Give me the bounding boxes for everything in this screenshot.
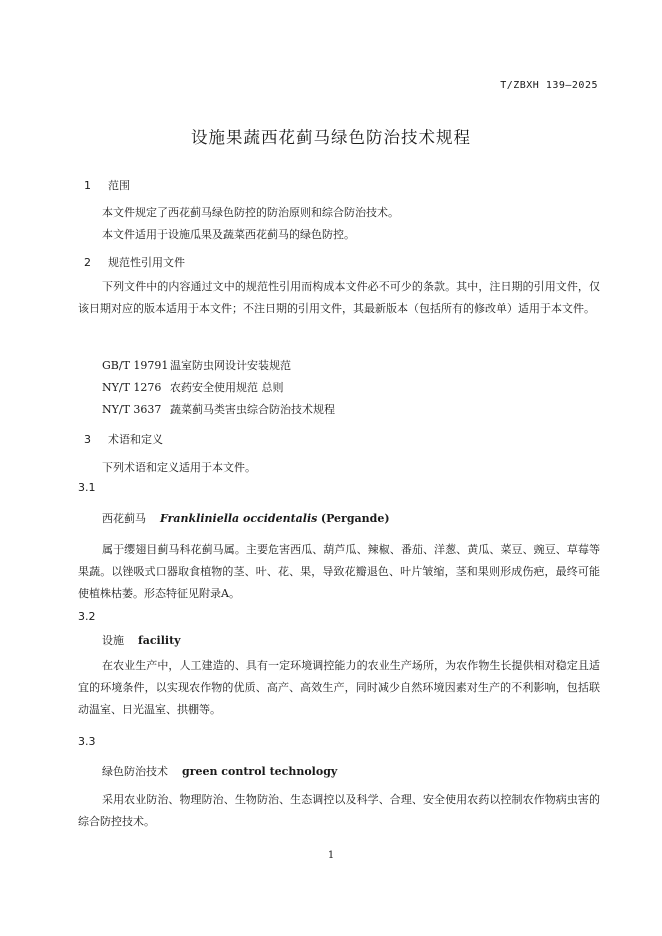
term-english: green control technology <box>182 765 338 778</box>
paragraph: 下列文件中的内容通过文中的规范性引用而构成本文件必不可少的条款。其中，注日期的引用文件，仅该日期对应的版本适用于本文件；不注日期的引用文件，其最新版本（包括所有的修改单）适用于本文件。 <box>78 280 600 315</box>
clause-number: 3.2 <box>78 610 96 623</box>
term-entry <box>102 632 181 648</box>
section-number: 1 <box>84 179 91 192</box>
section-number: 3 <box>84 433 91 446</box>
term-english: facility <box>138 634 181 647</box>
term-entry <box>102 763 337 779</box>
section-title: 规范性引用文件 <box>108 256 185 269</box>
term-entry <box>102 510 390 526</box>
paragraph: 本文件适用于设施瓜果及蔬菜西花蓟马的绿色防控。 <box>102 228 355 241</box>
term-chinese: 西花蓟马 <box>102 512 146 525</box>
reference-item <box>102 357 291 373</box>
section-title: 范围 <box>108 179 130 192</box>
term-definition: 在农业生产中，人工建造的、具有一定环境调控能力的农业生产场所，为农作物生长提供相对稳定且适宜的环境条件，以实现农作物的优质、高产、高效生产，同时减少自然环境因素对生产的不利影响，包括联动温室、日光温室、拱棚等。 <box>78 659 600 716</box>
page-title: 设施果蔬西花蓟马绿色防治技术规程 <box>191 128 471 147</box>
reference-name: 温室防虫网设计安装规范 <box>170 359 291 372</box>
term-chinese: 设施 <box>102 634 124 647</box>
reference-code: NY/T 1276 <box>102 381 162 394</box>
term-scientific-name: Frankliniella occidentalis <box>160 512 318 525</box>
section-title: 术语和定义 <box>108 433 163 446</box>
clause-number: 3.1 <box>78 481 96 494</box>
reference-code: GB/T 19791 <box>102 359 169 372</box>
reference-code: NY/T 3637 <box>102 403 162 416</box>
reference-name: 蔬菜蓟马类害虫综合防治技术规程 <box>170 403 335 416</box>
clause-number: 3.3 <box>78 735 96 748</box>
document-code: T/ZBXH 139—2025 <box>500 80 598 91</box>
section-number: 2 <box>84 256 91 269</box>
term-definition: 采用农业防治、物理防治、生物防治、生态调控以及科学、合理、安全使用农药以控制农作物病虫害的综合防控技术。 <box>78 793 600 828</box>
section-heading-scope <box>84 177 130 193</box>
term-definition: 属于缨翅目蓟马科花蓟马属。主要危害西瓜、葫芦瓜、辣椒、番茄、洋葱、黄瓜、菜豆、豌豆、草莓等果蔬。以锉吸式口器取食植物的茎、叶、花、果，导致花瓣退色、叶片皱缩，茎和果则形成伤疤，最终可能使植株枯萎。形态特征见附录A。 <box>78 543 600 600</box>
term-author: (Pergande) <box>320 512 390 525</box>
reference-name: 农药安全使用规范 总则 <box>170 381 284 394</box>
term-chinese: 绿色防治技术 <box>102 765 168 778</box>
section-heading-terms <box>84 431 163 447</box>
paragraph: 下列术语和定义适用于本文件。 <box>102 461 256 474</box>
paragraph: 本文件规定了西花蓟马绿色防控的防治原则和综合防治技术。 <box>102 206 399 219</box>
page-number: 1 <box>327 850 335 861</box>
reference-item <box>102 401 335 417</box>
reference-item <box>102 379 284 395</box>
section-heading-normative-references <box>84 254 185 270</box>
